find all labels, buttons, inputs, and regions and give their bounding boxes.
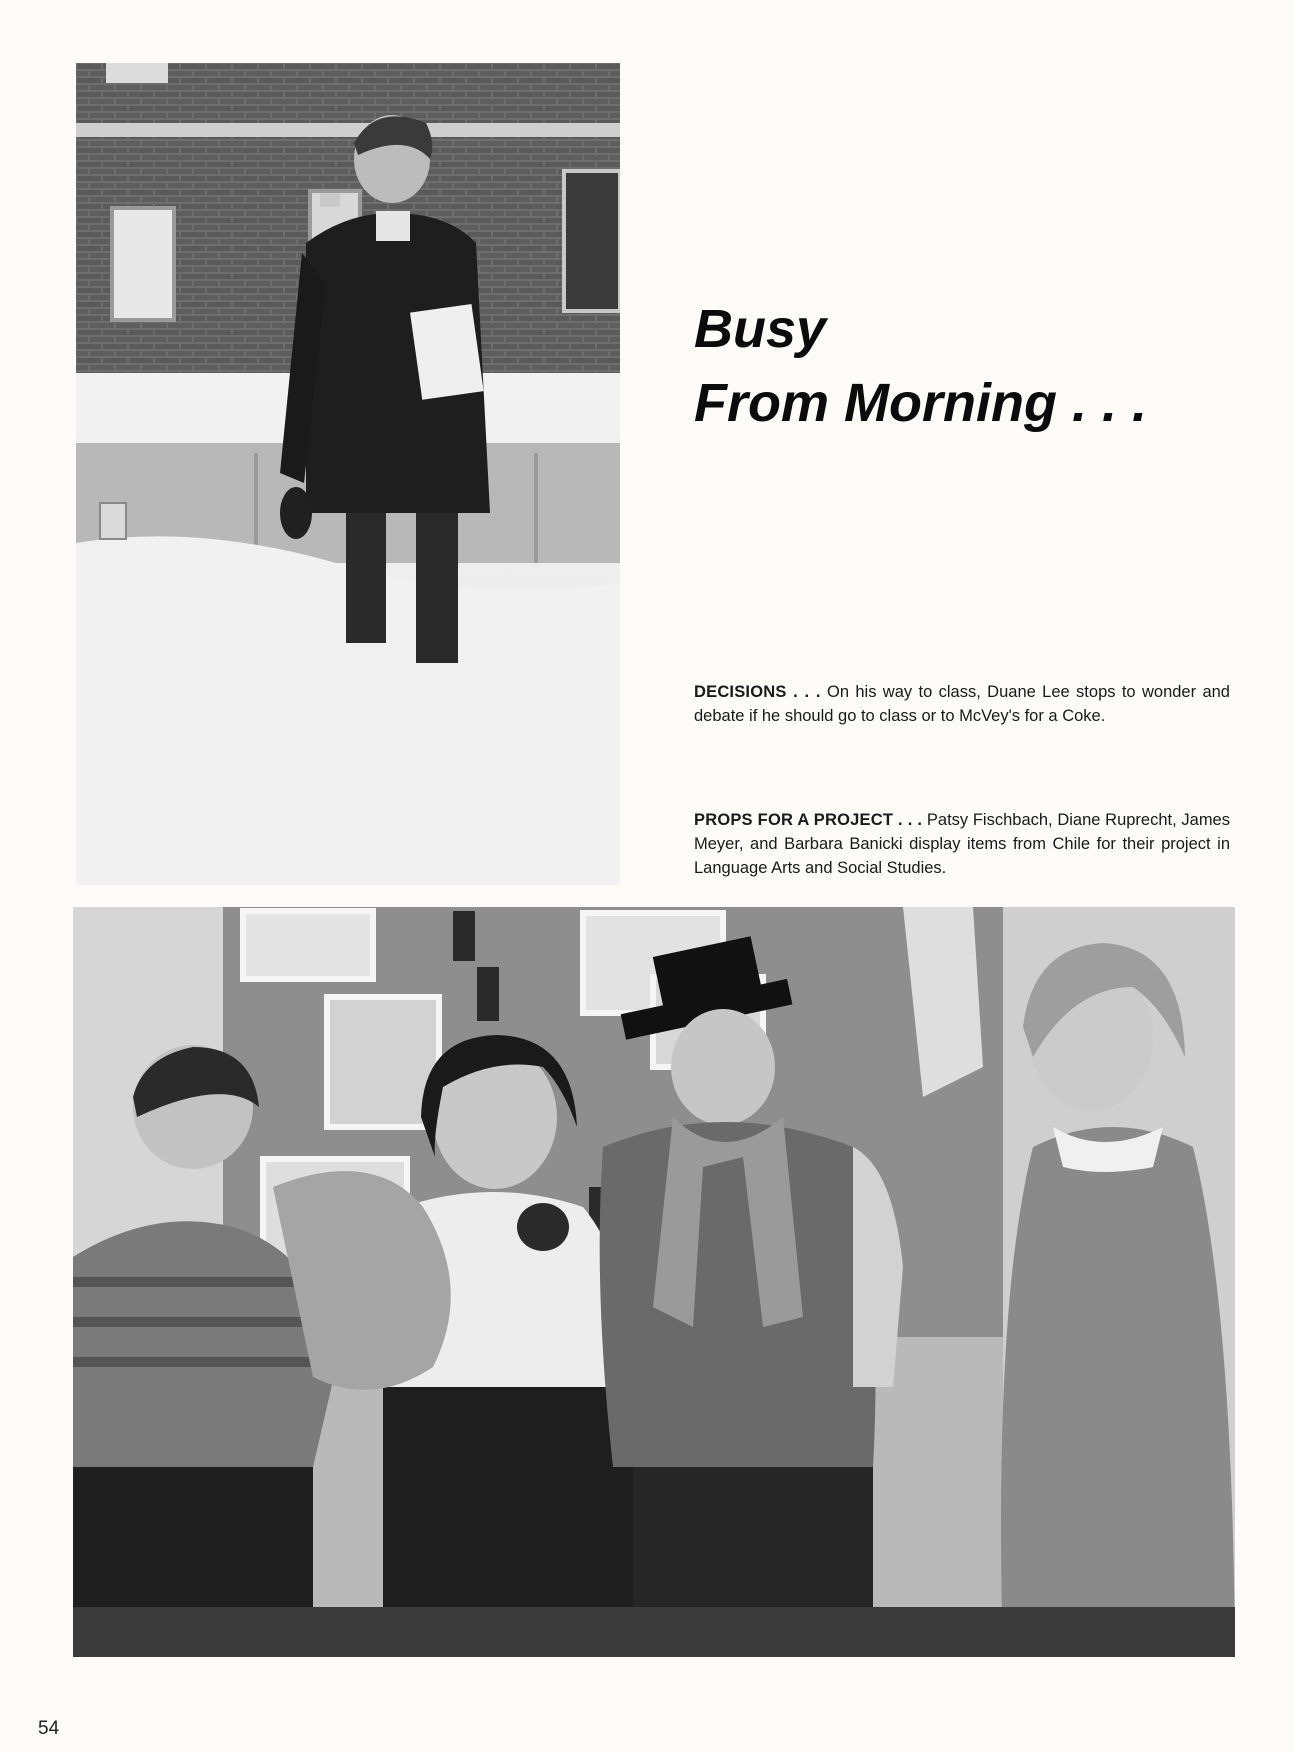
caption-decisions-lead: DECISIONS . . . [694,683,821,701]
headline-line-1: Busy [694,299,827,359]
photo-chile-project-display-image [73,907,1235,1657]
photo-student-in-snow-image [76,63,620,885]
caption-decisions [694,680,1230,728]
page-number: 54 [38,1718,60,1739]
caption-props-lead: PROPS FOR A PROJECT . . . [694,811,923,829]
caption-props-text: Patsy Fischbach, Diane Ruprecht, James Meyer, and Barbara Banicki display items from Chile for their project in Language Arts and Social Studies. [694,811,1230,877]
headline [694,292,1147,440]
caption-decisions-text: On his way to class, Duane Lee stops to wonder and debate if he should go to class or to McVey's for a Coke. [694,683,1230,725]
photo-student-in-snow [76,63,620,885]
headline-line-2: From Morning . . . [694,373,1147,433]
caption-props-for-a-project [694,808,1230,880]
photo-chile-project-display [73,907,1235,1657]
